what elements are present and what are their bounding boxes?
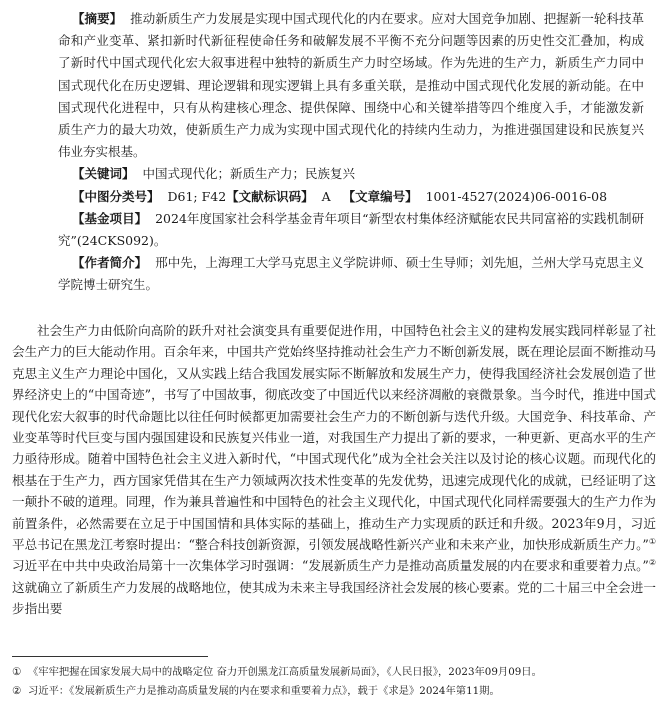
footnote-mark: ① (12, 666, 22, 678)
footnote-ref-2[interactable]: ② (648, 558, 657, 568)
clc-tag: 【中图分类号】 (72, 188, 160, 204)
doc-code-tag: 【文献标识码】 (226, 188, 314, 204)
footnote-text: 《牢牢把握在国家发展大局中的战略定位 奋力开创黑龙江高质量发展新局面》，《人民日报》，2023年09月09日。 (28, 666, 542, 678)
keywords-text: 中国式现代化；新质生产力；民族复兴 (142, 166, 355, 182)
footnotes (12, 663, 660, 701)
abstract-text: 推动新质生产力发展是实现中国式现代化的内在要求。应对大国竞争加剧、把握新一轮科技革命和产业变革、紧扣新时代新征程使命任务和破解发展不平衡不充分问题等因素的历史性交汇叠加，构成了新时代中国式现代化宏大叙事进程中独特的新质生产力时空场域。作为先进的生产力，新质生产力同中国式现代化在历史逻辑、理论逻辑和现实逻辑上具有多重关联，是推动中国式现代化发展的新动能。在中国式现代化进程中，只有从构建核心理念、提供保障、围绕中心和关键举措等四个维度入手，才能激发新质生产力的最大功效，使新质生产力成为实现中国式现代化的持续内生动力，为推进强国建设和民族复兴伟业夯实根基。 (58, 11, 644, 160)
footnote-mark: ② (12, 685, 22, 697)
fund-text: 2024年度国家社会科学基金青年项目“新型农村集体经济赋能农民共同富裕的实践机制研究”(24CKS092)。 (58, 210, 644, 249)
keywords-line (58, 163, 644, 185)
footnote-divider (12, 656, 208, 657)
author-text: 邢中先，上海理工大学马克思主义学院讲师、硕士生导师；刘先旭，兰州大学马克思主义学院博士研究生。 (58, 255, 644, 293)
body-text-part2: 习近平在中共中央政治局第十一次集体学习时强调：“发展新质生产力是推动高质量发展的内在要求和重要着力点。” (12, 558, 649, 574)
body-paragraph (12, 320, 656, 620)
clc-value: D61; F42 (167, 188, 227, 204)
footnote-ref-1[interactable]: ① (648, 536, 657, 546)
footnote-text: 习近平：《发展新质生产力是推动高质量发展的内在要求和重要着力点》，载于《求是》2024年第11期。 (28, 685, 500, 697)
doc-code-value: A (321, 188, 331, 204)
author-line (58, 252, 644, 296)
keywords-tag: 【关键词】 (72, 166, 135, 182)
fund-tag: 【基金项目】 (72, 210, 148, 226)
footnote-2 (12, 682, 660, 701)
abstract-tag: 【摘要】 (72, 11, 123, 26)
body-text-part3: 这就确立了新质生产力发展的战略地位，使其成为未来主导我国经济社会发展的核心要素。党的二十届三中全会进一步指出要 (12, 579, 656, 617)
abstract-paragraph (58, 8, 644, 163)
footnote-1 (12, 663, 660, 682)
author-tag: 【作者简介】 (72, 255, 148, 271)
article-number-value: 1001-4527(2024)06-0016-08 (425, 188, 608, 204)
fund-line (58, 208, 644, 252)
article-number-tag: 【文章编号】 (342, 188, 418, 204)
body-text-part1: 社会生产力由低阶向高阶的跃升对社会演变具有重要促进作用，中国特色社会主义的建构发展实践同样彰显了社会生产力的巨大能动作用。百余年来，中国共产党始终坚持推动社会生产力不断创新发展，既在理论层面不断推动马克思主义生产力理论中国化，又从实践上结合我国发展实际不断解放和发展生产力，使得我国经济社会发展创造了世界经济史上的“中国奇迹”，书写了中国故事，彻底改变了中国近代以来经济凋敝的衰微景象。当今时代，推进中国式现代化宏大叙事的时代命题比以往任何时候都更加需要社会生产力的不断创新与迭代升级。大国竞争、科技革命、产业变革等时代巨变与国内强国建设和民族复兴伟业一道，对我国生产力提出了新的要求，一种更新、更高水平的生产力亟待形成。随着中国特色社会主义进入新时代，“中国式现代化”成为全社会关注以及讨论的核心议题。而现代化的根基在于生产力，西方国家凭借其在生产力领域两次技术性变革的先发优势，迅速完成现代化的成就，已经证明了这一颠扑不破的道理。同理，作为兼具普遍性和中国特色的社会主义现代化，中国式现代化同样需要强大的生产力作为前置条件，必然需要在立足于中国国情和具体实际的基础上，推动生产力实现质的跃迁和升级。2023年9月，习近平总书记在黑龙江考察时提出：“整合科技创新资源，引领发展战略性新兴产业和未来产业，加快形成新质生产力。” (12, 323, 656, 553)
article-front-matter (58, 8, 644, 297)
classification-line (58, 186, 644, 208)
